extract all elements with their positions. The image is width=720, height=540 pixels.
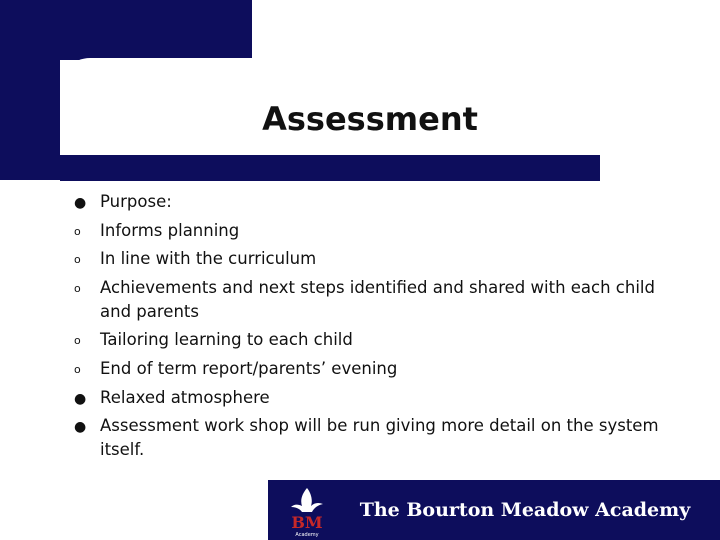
list-item-text: Achievements and next steps identified and shared with each child and parents: [100, 277, 655, 321]
bullet-disc-icon: ●: [74, 419, 87, 436]
bullet-circle-icon: o: [74, 253, 81, 267]
logo-caption: Academy: [295, 532, 319, 538]
title-underline-bar: [60, 155, 600, 181]
bullet-circle-icon: o: [74, 362, 81, 376]
decorative-navy-block-left: [0, 0, 60, 180]
list-item-text: Tailoring learning to each child: [100, 330, 353, 350]
bullet-list: [74, 190, 674, 467]
slide-title: Assessment: [262, 100, 478, 138]
bullet-circle-icon: o: [74, 281, 81, 295]
bullet-circle-icon: o: [74, 224, 81, 238]
school-name: The Bourton Meadow Academy: [359, 499, 691, 521]
list-item: [74, 386, 674, 410]
bullet-disc-icon: ●: [74, 390, 87, 407]
list-item-text: In line with the curriculum: [100, 249, 317, 269]
list-item-text: Purpose:: [100, 192, 172, 211]
list-item-text: Assessment work shop will be run giving more detail on the system itself.: [100, 416, 659, 460]
list-item: [74, 328, 674, 352]
list-item: [74, 357, 674, 381]
list-item: [74, 190, 674, 214]
list-item-text: End of term report/parents’ evening: [100, 358, 398, 378]
list-item: [74, 247, 674, 271]
list-item-text: Informs planning: [100, 220, 240, 240]
list-item-text: Relaxed atmosphere: [100, 387, 270, 407]
bullet-disc-icon: ●: [74, 195, 87, 211]
bullet-circle-icon: o: [74, 334, 81, 348]
list-item: [74, 219, 674, 243]
list-item: [74, 414, 674, 462]
logo-initials: BM: [291, 513, 323, 532]
school-logo-icon: [278, 484, 336, 538]
list-item: [74, 276, 674, 324]
